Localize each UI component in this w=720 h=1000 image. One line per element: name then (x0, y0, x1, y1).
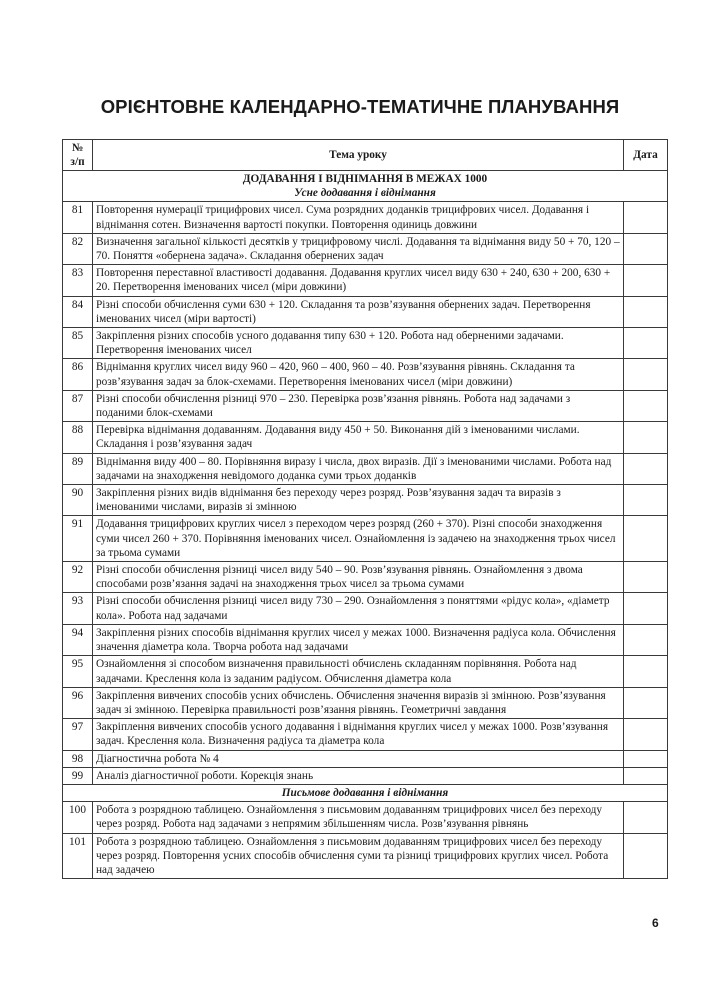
lesson-topic: Ознайомлення зі способом визначення правильності обчислень складанням порівняння. Робота над задачами. Креслення кола із заданим радіусом. Обчислення діаметра кола (93, 656, 624, 687)
lesson-number: 89 (63, 453, 93, 484)
lesson-date-cell[interactable] (624, 687, 668, 718)
table-row (63, 833, 668, 879)
table-body (63, 171, 668, 879)
lesson-topic: Віднімання виду 400 – 80. Порівняння виразу і числа, двох виразів. Дії з іменованими числами. Робота над задачами на знаходження невідомого доданка суми трьох доданків (93, 453, 624, 484)
lesson-number: 100 (63, 802, 93, 833)
header-topic: Тема уроку (93, 140, 624, 171)
lesson-topic: Закріплення різних способів усного додавання типу 630 + 120. Робота над оберненими задачами. Перетворення іменованих чисел (93, 328, 624, 359)
lesson-topic: Робота з розрядною таблицею. Ознайомлення з письмовим додаванням трицифрових чисел без переходу через розряд. Повторення усних способів обчислення суми та різниці трицифрових круглих чисел. Робота над задачею (93, 833, 624, 879)
lesson-date-cell[interactable] (624, 202, 668, 233)
lesson-number: 99 (63, 767, 93, 784)
lesson-topic: Віднімання круглих чисел виду 960 – 420, 960 – 400, 960 – 40. Розв’язування рівнянь. Складання та розв’язування задач за блок-схемами. Перетворення іменованих чисел (міри довжини) (93, 359, 624, 390)
lesson-date-cell[interactable] (624, 265, 668, 296)
lesson-date-cell[interactable] (624, 593, 668, 624)
lesson-date-cell[interactable] (624, 750, 668, 767)
lesson-date-cell[interactable] (624, 390, 668, 421)
lesson-date-cell[interactable] (624, 233, 668, 264)
lesson-date-cell[interactable] (624, 422, 668, 453)
lesson-topic: Повторення переставної властивості додавання. Додавання круглих чисел виду 630 + 240, 630 + 200, 630 + 20. Перетворення іменованих чисел (міри довжини) (93, 265, 624, 296)
table-row (63, 485, 668, 516)
lesson-topic: Робота з розрядною таблицею. Ознайомлення з письмовим додаванням трицифрових чисел без переходу через розряд. Робота над задачами з непрямим збільшенням числа. Розв’язування рівнянь (93, 802, 624, 833)
table-row (63, 390, 668, 421)
table-row (63, 328, 668, 359)
lesson-number: 92 (63, 562, 93, 593)
lesson-number: 95 (63, 656, 93, 687)
lesson-number: 84 (63, 296, 93, 327)
table-row (63, 624, 668, 655)
lesson-date-cell[interactable] (624, 719, 668, 750)
section-heading (63, 171, 668, 202)
subsection-written-title: Письмове додавання і віднімання (63, 784, 668, 801)
lesson-topic: Додавання трицифрових круглих чисел з переходом через розряд (260 + 370). Різні способи знаходження суми чисел 260 + 370. Порівняння іменованих чисел. Ознайомлення із задачею на знаходження трьох чисел за трьома сумами (93, 516, 624, 562)
lesson-date-cell[interactable] (624, 624, 668, 655)
table-row (63, 233, 668, 264)
header-date: Дата (624, 140, 668, 171)
table-row (63, 656, 668, 687)
lesson-number: 98 (63, 750, 93, 767)
table-row (63, 359, 668, 390)
lesson-topic: Різні способи обчислення суми 630 + 120. Складання та розв’язування обернених задач. Перетворення іменованих чисел (міри вартості) (93, 296, 624, 327)
lesson-number: 88 (63, 422, 93, 453)
lesson-number: 96 (63, 687, 93, 718)
lesson-topic: Різні способи обчислення різниці чисел виду 540 – 90. Розв’язування рівнянь. Ознайомлення з двома способами розв’язання задачі на знаходження трьох чисел за трьома сумами (93, 562, 624, 593)
lesson-number: 81 (63, 202, 93, 233)
table-row (63, 719, 668, 750)
lesson-number: 93 (63, 593, 93, 624)
lesson-topic: Закріплення вивчених способів усного додавання і віднімання круглих чисел у межах 1000. Розв’язування задач. Креслення кола. Визначення радіуса та діаметра кола (93, 719, 624, 750)
header-number-symbol: № (71, 141, 84, 154)
table-row (63, 802, 668, 833)
table-row (63, 767, 668, 784)
lesson-number: 85 (63, 328, 93, 359)
lesson-topic: Закріплення вивчених способів усних обчислень. Обчислення значення виразів зі змінною. Розв’язування задач зі змінною. Перевірка правильності розв’язання рівнянь. Геометричні завдання (93, 687, 624, 718)
lesson-topic: Повторення нумерації трицифрових чисел. Сума розрядних доданків трицифрових чисел. Додавання і віднімання сотен. Визначення вартості покупки. Повторення одиниць довжини (93, 202, 624, 233)
lesson-number: 97 (63, 719, 93, 750)
lesson-number: 94 (63, 624, 93, 655)
lesson-date-cell[interactable] (624, 359, 668, 390)
header-number (63, 140, 93, 171)
lesson-topic: Діагностична робота № 4 (93, 750, 624, 767)
table-row (63, 296, 668, 327)
lesson-number: 101 (63, 833, 93, 879)
subsection-row (63, 784, 668, 801)
lesson-date-cell[interactable] (624, 802, 668, 833)
table-row (63, 516, 668, 562)
lesson-date-cell[interactable] (624, 656, 668, 687)
lesson-date-cell[interactable] (624, 453, 668, 484)
lesson-number: 91 (63, 516, 93, 562)
lesson-number: 82 (63, 233, 93, 264)
lesson-date-cell[interactable] (624, 296, 668, 327)
lesson-topic: Закріплення різних способів віднімання круглих чисел у межах 1000. Визначення радіуса кола. Обчислення значення діаметра кола. Творча робота над задачами (93, 624, 624, 655)
lesson-topic: Закріплення різних видів віднімання без переходу через розряд. Розв’язування задач та виразів з іменованими числами, виразів зі змінною (93, 485, 624, 516)
lesson-topic: Різні способи обчислення різниці чисел виду 730 – 290. Ознайомлення з поняттями «рідус кола», «діаметр кола». Робота над задачами (93, 593, 624, 624)
header-number-abbr: з/п (70, 156, 85, 168)
table-row (63, 687, 668, 718)
table-row (63, 750, 668, 767)
table-row (63, 422, 668, 453)
lesson-topic: Визначення загальної кількості десятків у трицифровому числі. Додавання та віднімання виду 50 + 70, 120 – 70. Поняття «обернена задача». Складання обернених задач (93, 233, 624, 264)
table-row (63, 562, 668, 593)
lesson-topic: Перевірка віднімання додаванням. Додавання виду 450 + 50. Виконання дій з іменованими числами. Складання і розв’язування задач (93, 422, 624, 453)
page-number: 6 (652, 916, 659, 930)
lesson-number: 87 (63, 390, 93, 421)
section-title: ДОДАВАННЯ І ВІДНІМАННЯ В МЕЖАХ 1000 (242, 173, 488, 185)
table-row (63, 453, 668, 484)
lesson-date-cell[interactable] (624, 485, 668, 516)
page-title: ОРІЄНТОВНЕ КАЛЕНДАРНО-ТЕМАТИЧНЕ ПЛАНУВАННЯ (100, 96, 620, 117)
lesson-number: 86 (63, 359, 93, 390)
lesson-number: 90 (63, 485, 93, 516)
table-row (63, 593, 668, 624)
section-row (63, 171, 668, 202)
table-row (63, 265, 668, 296)
lesson-number: 83 (63, 265, 93, 296)
table-header-row (63, 140, 668, 171)
lesson-date-cell[interactable] (624, 833, 668, 879)
subsection-oral-title: Усне додавання і віднімання (294, 187, 436, 200)
calendar-plan-table (62, 139, 668, 879)
lesson-date-cell[interactable] (624, 516, 668, 562)
lesson-date-cell[interactable] (624, 328, 668, 359)
lesson-topic: Аналіз діагностичної роботи. Корекція знань (93, 767, 624, 784)
table-row (63, 202, 668, 233)
lesson-date-cell[interactable] (624, 562, 668, 593)
lesson-topic: Різні способи обчислення різниці 970 – 230. Перевірка розв’язання рівнянь. Робота над задачами з поданими блок-схемами (93, 390, 624, 421)
lesson-date-cell[interactable] (624, 767, 668, 784)
